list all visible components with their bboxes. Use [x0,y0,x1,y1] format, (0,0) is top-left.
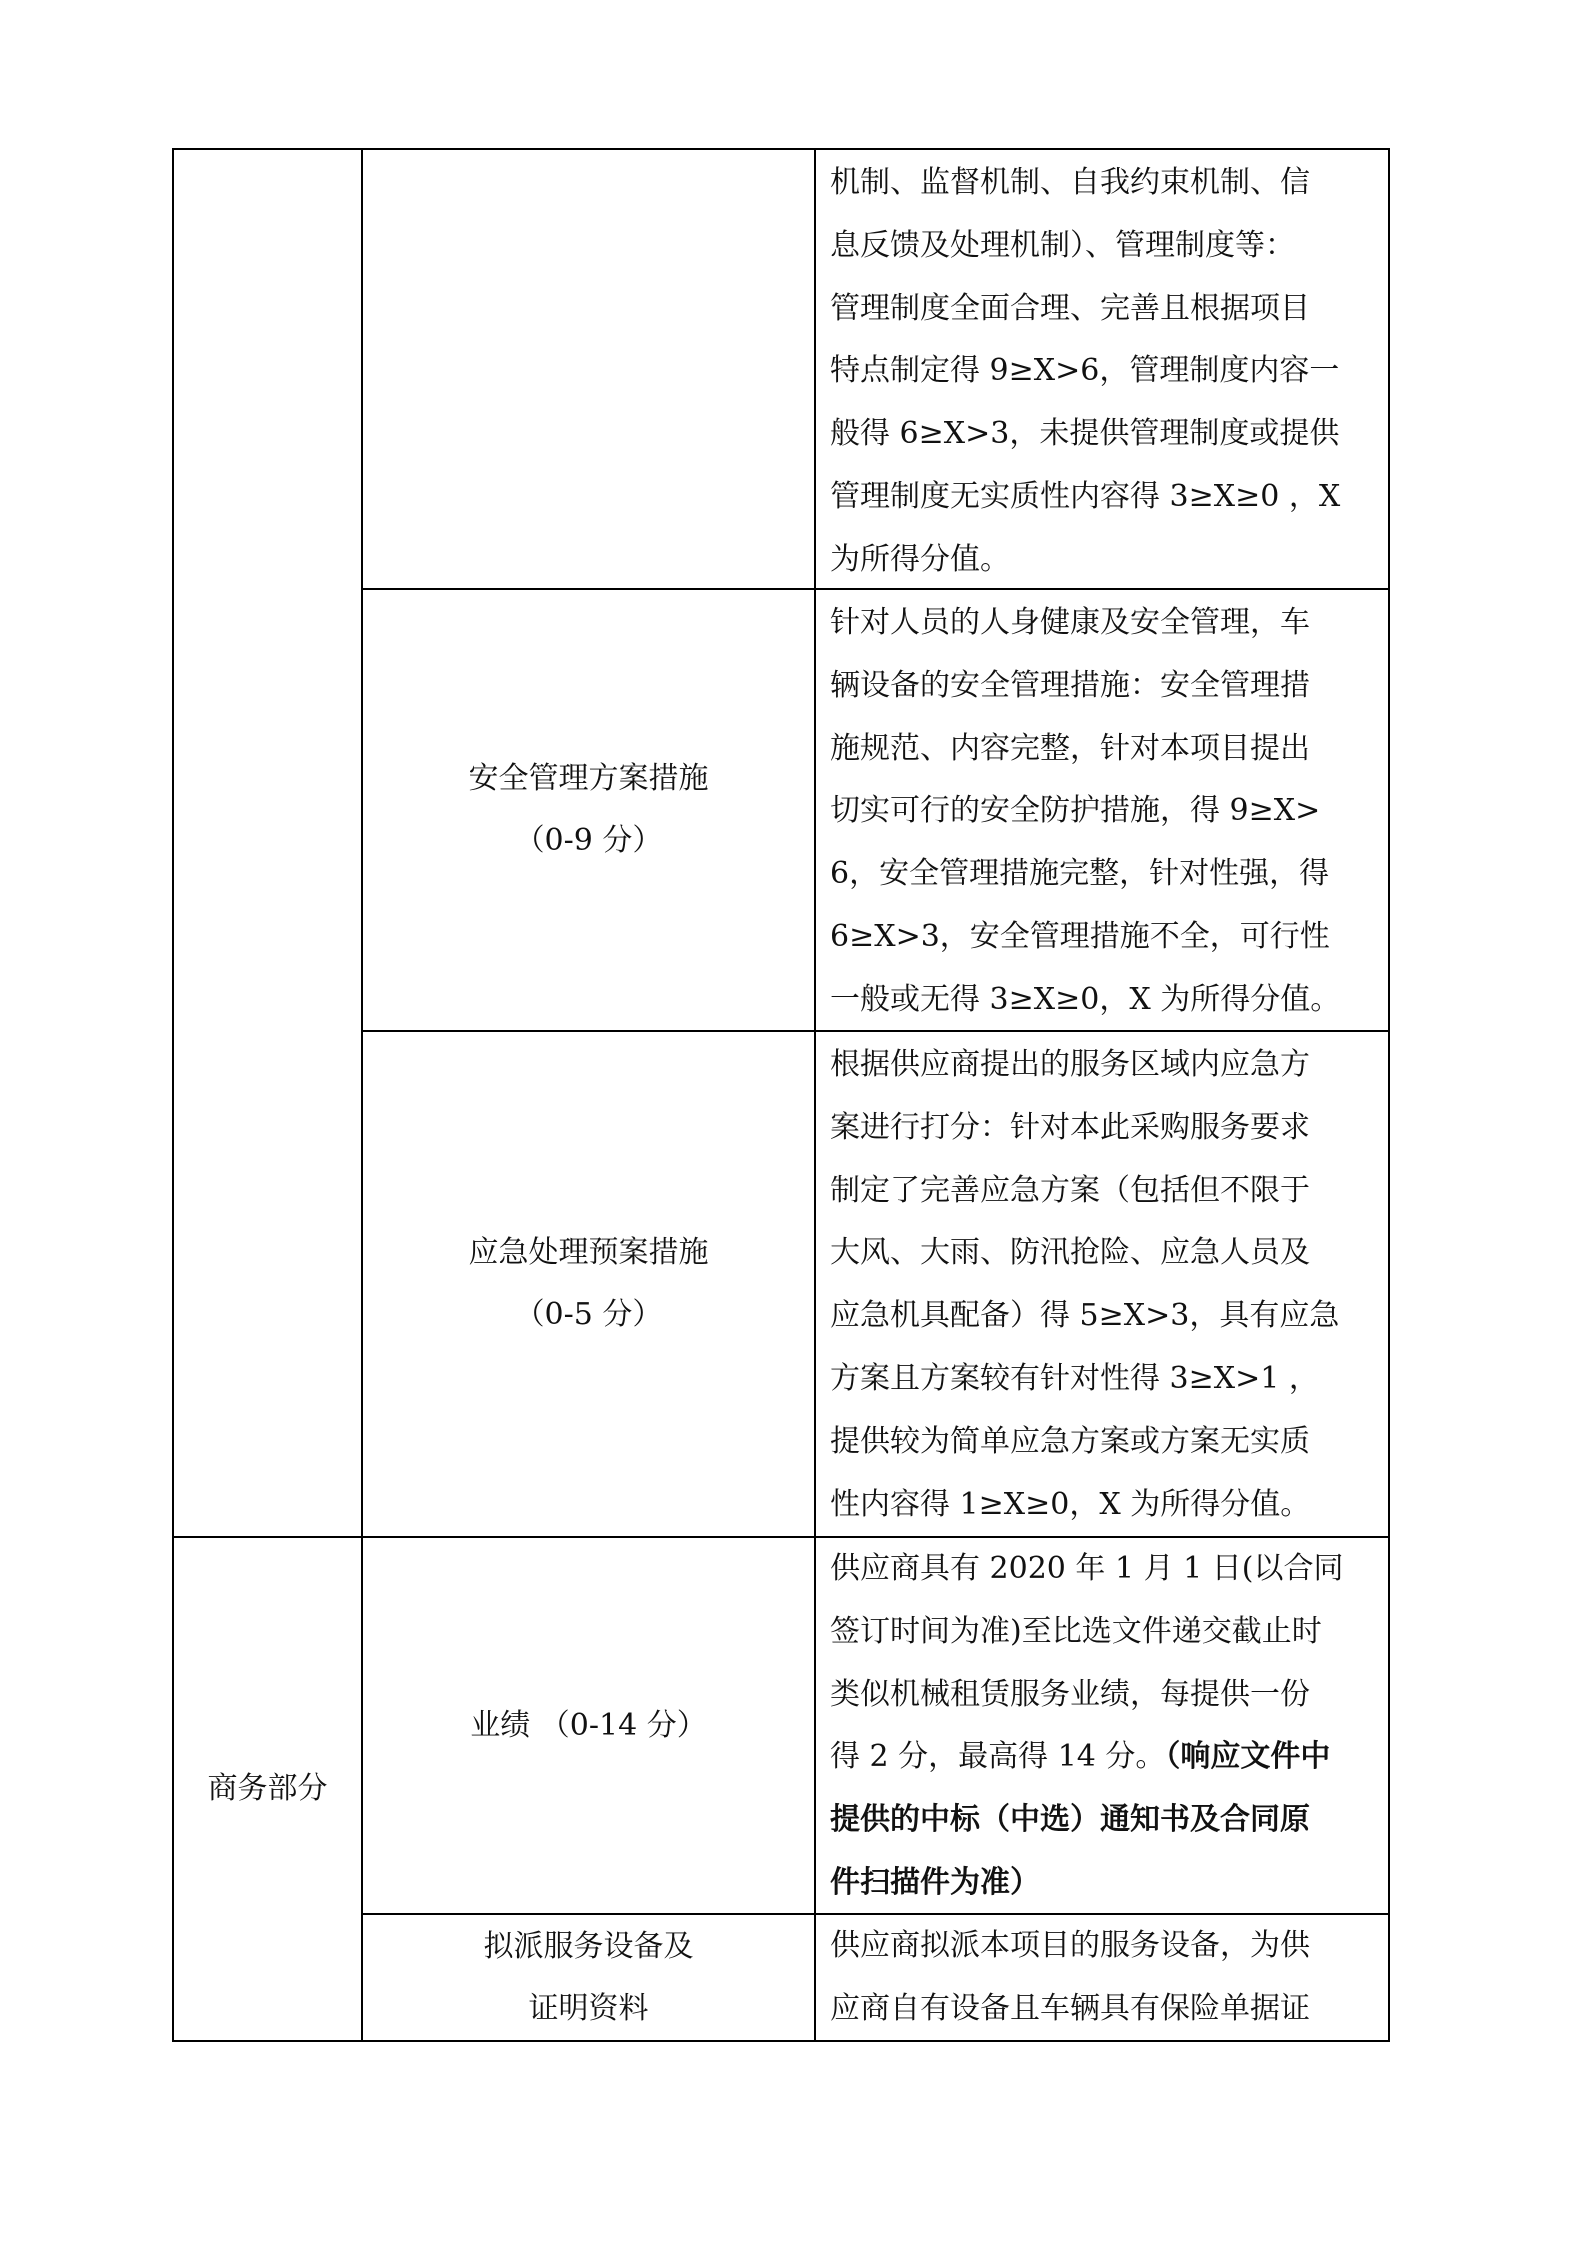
criteria-line: 施规范、内容完整，针对本项目提出 [830,730,1310,766]
criteria-line: 方案且方案较有针对性得 3≥X>1 ， [830,1360,1319,1396]
item-label: 证明资料 [528,1990,649,2026]
criteria-line: 性内容得 1≥X≥0，X 为所得分值。 [830,1486,1311,1522]
criteria-line: 切实可行的安全防护措施，得 9≥X> [830,793,1321,829]
item-score-range: （0-5 分） [514,1297,663,1332]
item-label: 业绩 （0-14 分） [470,1707,707,1743]
criteria-line: 应急机具配备）得 5≥X>3，具有应急 [830,1298,1340,1334]
criteria-line: 辆设备的安全管理措施：安全管理措 [830,667,1310,703]
criteria-line: 应商自有设备且车辆具有保险单据证 [830,1990,1310,2026]
table-column-divider-2 [814,148,816,2042]
item-label: 应急处理预案措施 [468,1235,709,1270]
criteria-line: 签订时间为准)至比选文件递交截止时 [830,1613,1322,1649]
item-score-range: （0-9 分） [514,823,663,858]
table-border-right [1388,148,1390,2042]
item-label: 安全管理方案措施 [468,761,709,796]
criteria-line [830,1726,1343,1789]
item-cell-emergency-plan [363,1032,814,1536]
criteria-line: 供应商具有 2020 年 1 月 1 日(以合同 [830,1551,1344,1586]
item-cell-service-equipment [363,1915,814,2040]
criteria-line: 机制、监督机制、自我约束机制、信 [830,165,1310,200]
criteria-line: 大风、大雨、防汛抢险、应急人员及 [830,1235,1310,1271]
criteria-line: 管理制度全面合理、完善且根据项目 [830,290,1310,326]
criteria-line: 6≥X>3，安全管理措施不全，可行性 [830,918,1330,954]
criteria-bold-note: 件扫描件为准） [830,1864,1040,1900]
category-label: 商务部分 [207,1771,328,1806]
criteria-line: 类似机械租赁服务业绩，每提供一份 [830,1676,1310,1712]
criteria-line: 案进行打分：针对本此采购服务要求 [830,1109,1310,1145]
criteria-cell-emergency-plan [830,1034,1339,1536]
criteria-line: 提供较为简单应急方案或方案无实质 [830,1423,1310,1459]
criteria-line: 根据供应商提出的服务区域内应急方 [830,1047,1310,1082]
criteria-line: 制定了完善应急方案（包括但不限于 [830,1172,1310,1208]
category-cell-commercial [174,1538,361,2040]
table-border-top [172,148,1390,150]
criteria-bold-note: （响应文件中 [1165,1739,1331,1775]
criteria-line: 管理制度无实质性内容得 3≥X≥0 ，X [830,478,1341,514]
item-cell-safety-management [363,590,814,1030]
criteria-line: 特点制定得 9≥X>6，管理制度内容一 [830,353,1340,389]
criteria-text: 得 2 分，最高得 14 分。 [830,1739,1166,1775]
criteria-line: 般得 6≥X>3，未提供管理制度或提供 [830,416,1340,452]
criteria-bold-note: 提供的中标（中选）通知书及合同原 [830,1802,1310,1838]
criteria-cell-management-system [830,152,1340,592]
criteria-line: 针对人员的人身健康及安全管理，车 [830,605,1310,640]
criteria-line: 供应商拟派本项目的服务设备，为供 [830,1928,1310,1963]
criteria-line: 一般或无得 3≥X≥0，X 为所得分值。 [830,981,1341,1017]
criteria-line: 为所得分值。 [830,541,1010,577]
criteria-line: 息反馈及处理机制）、管理制度等： [830,227,1295,263]
item-label: 拟派服务设备及 [483,1928,694,1964]
criteria-cell-safety-management [830,592,1340,1032]
criteria-cell-performance [830,1538,1343,1915]
item-cell-performance [363,1538,814,1913]
criteria-line: 6，安全管理措施完整，针对性强，得 [830,856,1330,892]
criteria-cell-service-equipment [830,1915,1310,2041]
